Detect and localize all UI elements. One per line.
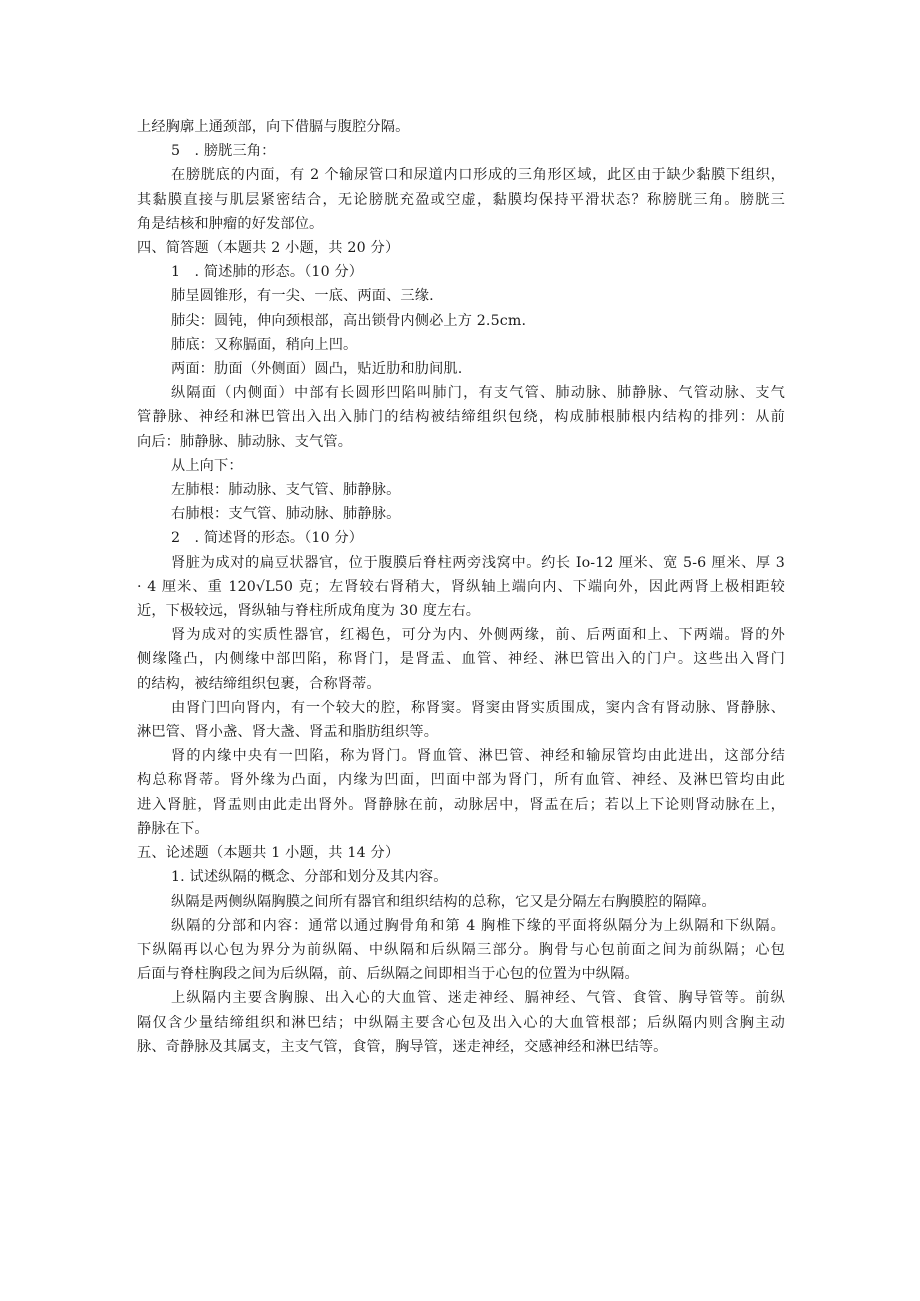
text-line: 侧缘隆凸，内侧缘中部凹陷，称肾门，是肾盂、血管、神经、淋巴管出入的门户。这些出入肾门 — [137, 651, 785, 668]
item-heading: 5 . 膀胱三角： — [171, 143, 276, 160]
question-heading: 1 . 简述肺的形态。（10 分） — [171, 264, 364, 281]
text-line: 其黏膜直接与肌层紧密结合，无论膀胱充盈或空虚，黏膜均保持平滑状态？称膀胱三角。膀胱三 — [137, 191, 785, 208]
text-line: 由肾门凹向肾内，有一个较大的腔，称肾窦。肾窦由肾实质围成，窦内含有肾动脉、肾静脉、 — [171, 699, 785, 716]
question-heading: 1. 试述纵隔的概念、分部和划分及其内容。 — [171, 869, 448, 886]
text-line: 肺底：又称膈面，稍向上凹。 — [171, 336, 358, 353]
text-line: 肺呈圆锥形，有一尖、一底、两面、三缘. — [171, 288, 434, 305]
text-line: 近，下极较远，肾纵轴与脊柱所成角度为 30 度左右。 — [137, 603, 481, 620]
text-line: 进入肾脏，肾盂则由此走出肾外。肾静脉在前，动脉居中，肾盂在后；若以上下论则肾动脉在上， — [137, 796, 785, 813]
text-line: 两面：肋面（外侧面）圆凸，贴近肋和肋间肌. — [171, 361, 463, 378]
document-page — [137, 115, 785, 1059]
text-line: 向后：肺静脉、肺动脉、支气管。 — [137, 433, 353, 450]
section-heading: 四、简答题（本题共 2 小题，共 20 分） — [137, 240, 400, 257]
text-line: 肾的内缘中央有一凹陷，称为肾门。肾血管、淋巴管、神经和输尿管均由此进出，这部分结 — [171, 748, 785, 765]
text-line: 肾脏为成对的扁豆状器官，位于腹膜后脊柱两旁浅窝中。约长 Io-12 厘米、宽 5-6 厘米、厚 3 — [171, 554, 785, 571]
text-line: 后面与脊柱胸段之间为后纵隔，前、后纵隔之间即相当于心包的位置为中纵隔。 — [137, 966, 639, 983]
question-heading: 2 . 简述肾的形态。（10 分） — [171, 530, 364, 547]
text-line: 从上向下： — [171, 457, 243, 474]
text-line: 管静脉、神经和淋巴管出入出入肺门的结构被结缔组织包绕，构成肺根肺根内结构的排列：从前 — [137, 409, 785, 426]
section-heading: 五、论述题（本题共 1 小题，共 14 分） — [137, 845, 400, 862]
text-line: 静脉在下。 — [137, 820, 209, 837]
text-line: 纵隔的分部和内容：通常以通过胸骨角和第 4 胸椎下缘的平面将纵隔分为上纵隔和下纵隔。 — [171, 917, 785, 934]
text-line: 淋巴管、肾小盏、肾大盏、肾盂和脂肪组织等。 — [137, 724, 439, 741]
text-line: 在膀胱底的内面，有 2 个输尿管口和尿道内口形成的三角形区域，此区由于缺少黏膜下组织， — [171, 167, 785, 184]
text-line: · 4 厘米、重 120√L50 克；左肾较右肾稍大，肾纵轴上端向内、下端向外，因此两肾上极相距较 — [137, 578, 785, 595]
text-line: 下纵隔再以心包为界分为前纵隔、中纵隔和后纵隔三部分。胸骨与心包前面之间为前纵隔；心包 — [137, 941, 785, 958]
text-line: 上经胸廓上通颈部，向下借膈与腹腔分隔。 — [137, 119, 410, 135]
text-line: 角是结核和肿瘤的好发部位。 — [137, 215, 324, 232]
text-line: 右肺根：支气管、肺动脉、肺静脉。 — [171, 506, 401, 523]
text-line: 肺尖：圆钝，伸向颈根部，高出锁骨内侧必上方 2.5cm. — [171, 312, 527, 329]
text-line: 构总称肾蒂。肾外缘为凸面，内缘为凹面，凹面中部为肾门，所有血管、神经、及淋巴管均由此 — [137, 772, 785, 789]
text-line: 隔仅含少量结缔组织和淋巴结；中纵隔主要含心包及出入心的大血管根部；后纵隔内则含胸主动 — [137, 1014, 785, 1031]
text-line: 上纵隔内主要含胸腺、出入心的大血管、迷走神经、膈神经、气管、食管、胸导管等。前纵 — [171, 990, 785, 1007]
text-line: 纵隔是两侧纵隔胸膜之间所有器官和组织结构的总称，它又是分隔左右胸膜腔的隔障。 — [171, 893, 716, 910]
text-line: 肾为成对的实质性器官，红褐色，可分为内、外侧两缘，前、后两面和上、下两端。肾的外 — [171, 627, 785, 644]
text-line: 左肺根：肺动脉、支气管、肺静脉。 — [171, 482, 401, 499]
text-line: 纵隔面（内侧面）中部有长圆形凹陷叫肺门，有支气管、肺动脉、肺静脉、气管动脉、支气 — [171, 385, 785, 402]
text-line: 的结构，被结缔组织包裹，合称肾蒂。 — [137, 675, 381, 692]
text-line: 脉、奇静脉及其属支，主支气管，食管，胸导管，迷走神经，交感神经和淋巴结等。 — [137, 1038, 668, 1055]
